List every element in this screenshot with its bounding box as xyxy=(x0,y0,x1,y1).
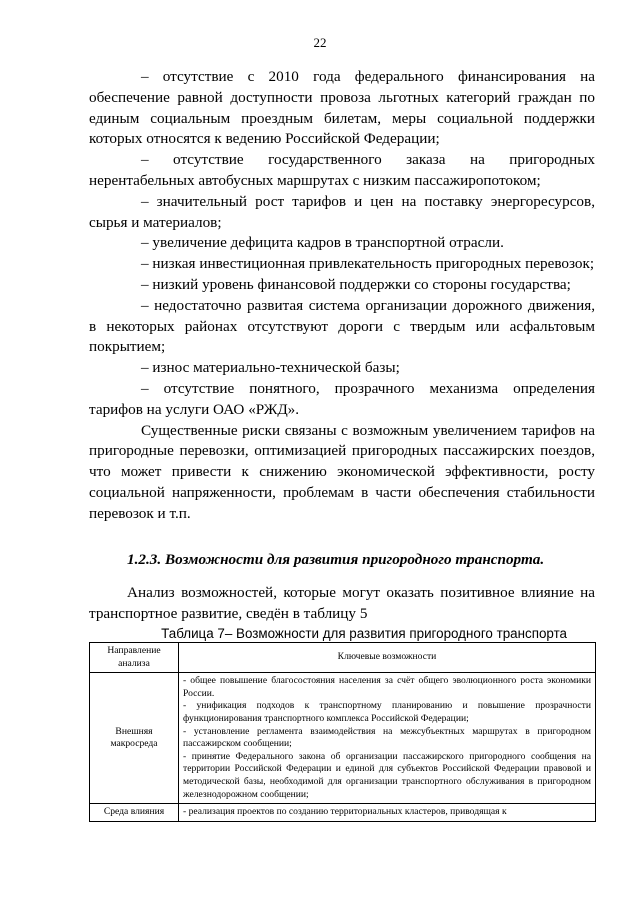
bullet-item: – недостаточно развитая система организации дорожного движения, в некоторых районах отсутствуют дороги с твердым или асфальтовым покрытием; xyxy=(89,296,595,356)
opportunities-table xyxy=(89,642,596,822)
analysis-text xyxy=(89,583,595,625)
bullet-item: – отсутствие государственного заказа на пригородных нерентабельных автобусных маршрутах с низким пассажиропотоком; xyxy=(89,151,595,189)
bullet-item: – низкая инвестиционная привлекательность пригородных перевозок; xyxy=(141,255,595,273)
table-row xyxy=(90,804,596,822)
opportunity-item: - реализация проектов по созданию территориальных кластеров, приводящая к xyxy=(183,806,507,818)
bullet-item: – низкий уровень финансовой поддержки со стороны государства; xyxy=(141,275,571,293)
table-cell-direction: Среда влияния xyxy=(90,804,179,822)
risk-paragraph: Существенные риски связаны с возможным увеличением тарифов на пригородные перевозки, оптимизацией пригородных пассажирских поездов, что может привести к снижению экономической эффективности, росту социальной напряженности, проблемам в части обеспечения стабильности перевозок и т.п. xyxy=(89,421,595,522)
table-header-row xyxy=(90,643,596,673)
table-caption: Таблица 7– Возможности для развития пригородного транспорта xyxy=(161,626,567,641)
section-heading: 1.2.3. Возможности для развития пригородного транспорта. xyxy=(127,551,545,568)
bullet-item: – отсутствие понятного, прозрачного механизма определения тарифов на услуги ОАО «РЖД». xyxy=(89,379,595,418)
table-cell-opportunities xyxy=(179,673,596,804)
opportunity-item: - принятие Федерального закона об организации пассажирского пригородного сообщения на территории Российской Федерации и единой для субъектов Российской Федерации правовой и методической базы, необходимой для организации транспортного обслуживания в пригородном железнодорожном сообщении; xyxy=(183,750,591,800)
opportunity-item: - общее повышение благосостояния населения за счёт общего эволюционного роста экономики России. xyxy=(183,675,591,699)
page-number: 22 xyxy=(313,35,327,50)
opportunity-item: - унификация подходов к транспортному планированию и повышение прозрачности функционирования транспортного комплекса Российской Федерации; xyxy=(183,700,591,724)
table-row xyxy=(90,673,596,804)
opportunity-item: - установление регламента взаимодействия на межсубъектных маршрутах в пригородном пассажирском сообщении; xyxy=(183,725,591,750)
table-cell-opportunities xyxy=(179,804,596,822)
table-cell-direction: Внешняя макросреда xyxy=(90,673,179,804)
body-text xyxy=(89,67,595,525)
table-header-direction: Направление анализа xyxy=(90,643,179,673)
bullet-item: – значительный рост тарифов и цен на поставку энергоресурсов, сырья и материалов; xyxy=(89,192,595,231)
bullet-item: – износ материально-технической базы; xyxy=(141,359,400,377)
table-header-opportunities: Ключевые возможности xyxy=(179,643,596,673)
bullet-item: – увеличение дефицита кадров в транспортной отрасли. xyxy=(141,234,504,252)
bullet-item: – отсутствие с 2010 года федерального финансирования на обеспечение равной доступности провоза льготных категорий граждан по единым социальным проездным билетам, меры социальной поддержки которых относятся к ведению Российской Федерации; xyxy=(89,68,595,148)
analysis-paragraph: Анализ возможностей, которые могут оказать позитивное влияние на транспортное развитие, сведён в таблицу 5 xyxy=(89,584,595,622)
